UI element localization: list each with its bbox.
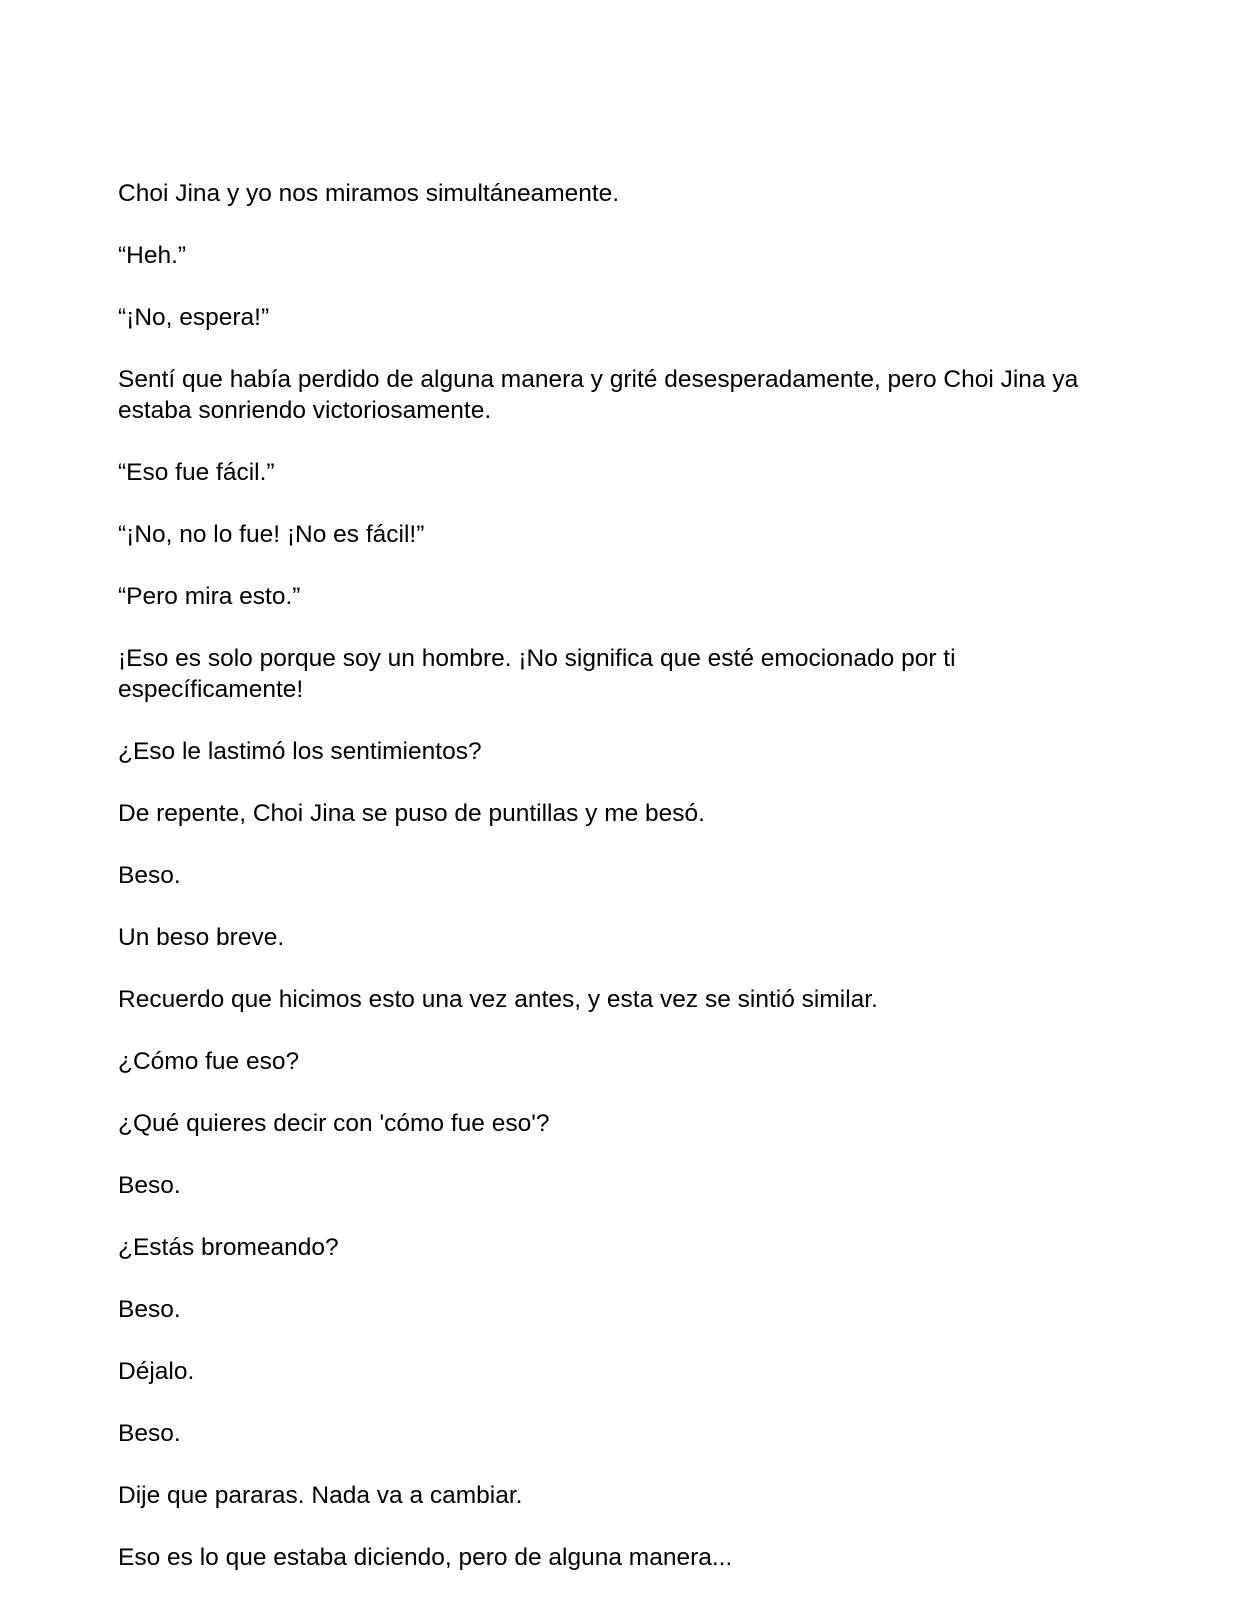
paragraph: Beso. <box>118 1296 181 1323</box>
paragraph: “Eso fue fácil.” <box>118 459 275 486</box>
paragraph: “Heh.” <box>118 242 187 269</box>
paragraph: ¿Qué quieres decir con 'cómo fue eso'? <box>118 1110 550 1137</box>
paragraph: Déjalo. <box>118 1358 195 1385</box>
paragraph: ¿Estás bromeando? <box>118 1234 339 1261</box>
paragraph: Beso. <box>118 1172 181 1199</box>
document-body <box>118 178 1128 1604</box>
paragraph: “Pero mira esto.” <box>118 583 301 610</box>
paragraph: Choi Jina y yo nos miramos simultáneamente. <box>118 180 620 207</box>
paragraph: Recuerdo que hicimos esto una vez antes, y esta vez se sintió similar. <box>118 986 878 1013</box>
paragraph: Un beso breve. <box>118 924 285 951</box>
paragraph: ¡Eso es solo porque soy un hombre. ¡No significa que esté emocionado por ti específicamente! <box>118 645 956 703</box>
paragraph: Sentí que había perdido de alguna manera y grité desesperadamente, pero Choi Jina ya estaba sonriendo victoriosamente. <box>118 366 1079 424</box>
paragraph: Beso. <box>118 1420 181 1447</box>
paragraph: Eso es lo que estaba diciendo, pero de alguna manera... <box>118 1544 733 1571</box>
paragraph: “¡No, espera!” <box>118 304 270 331</box>
paragraph: Beso. <box>118 862 181 889</box>
paragraph: “¡No, no lo fue! ¡No es fácil!” <box>118 521 425 548</box>
paragraph: ¿Cómo fue eso? <box>118 1048 300 1075</box>
paragraph: ¿Eso le lastimó los sentimientos? <box>118 738 482 765</box>
paragraph: Dije que pararas. Nada va a cambiar. <box>118 1482 523 1509</box>
paragraph: De repente, Choi Jina se puso de puntillas y me besó. <box>118 800 705 827</box>
